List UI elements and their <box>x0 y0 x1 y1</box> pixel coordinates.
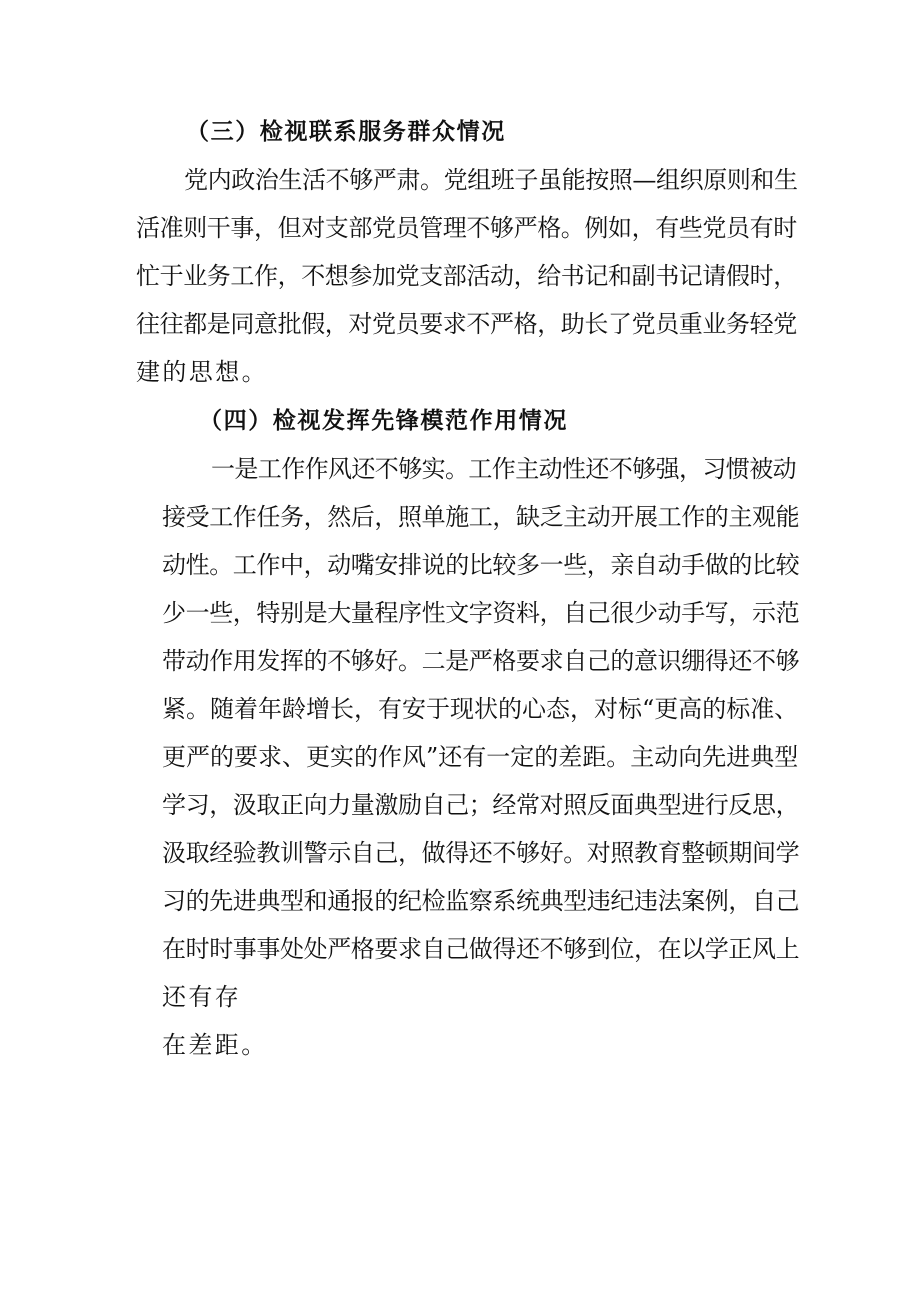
paragraph-line: 接受工作任务，然后，照单施工，缺乏主动开展工作的主观能 <box>162 503 800 531</box>
paragraph-line: 学习，汲取正向力量激励自己；经常对照反面典型进行反思， <box>162 791 800 819</box>
paragraph-line: 动性。工作中，动嘴安排说的比较多一些，亲自动手做的比较 <box>162 551 800 579</box>
section-3-heading: （三）检视联系服务群众情况 <box>186 119 506 145</box>
paragraph-line: 建的思想。 <box>136 358 268 386</box>
paragraph-line: 还有存 <box>162 983 242 1011</box>
paragraph-line: 更严的要求、更实的作风”还有一定的差距。主动向先进典型 <box>162 743 799 771</box>
paragraph-line: 一是工作作风还不够实。工作主动性还不够强，习惯被动 <box>211 455 796 483</box>
paragraph-line: 紧。随着年龄增长，有安于现状的心态，对标“更高的标准、 <box>162 695 799 723</box>
paragraph-line: 在差距。 <box>162 1031 268 1059</box>
paragraph-line: 习的先进典型和通报的纪检监察系统典型违纪违法案例，自己 <box>162 887 800 915</box>
paragraph-line: 党内政治生活不够严肃。党组班子虽能按照—组织原则和生 <box>184 166 798 194</box>
paragraph-line: 带动作用发挥的不够好。二是严格要求自己的意识绷得还不够 <box>162 647 800 675</box>
paragraph-line: 往往都是同意批假，对党员要求不严格，助长了党员重业务轻党 <box>136 310 797 338</box>
paragraph-line: 少一些，特别是大量程序性文字资料，自己很少动手写，示范 <box>162 599 800 627</box>
paragraph-line: 忙于业务工作，不想参加党支部活动，给书记和副书记请假时， <box>136 262 797 290</box>
paragraph-line: 在时时事事处处严格要求自己做得还不够到位，在以学正风上 <box>162 935 800 963</box>
section-4-heading: （四）检视发挥先锋模范作用情况 <box>199 408 568 434</box>
paragraph-line: 汲取经验教训警示自己，做得还不够好。对照教育整顿期间学 <box>162 839 800 867</box>
paragraph-line: 活准则干事，但对支部党员管理不够严格。例如，有些党员有时 <box>136 214 797 242</box>
